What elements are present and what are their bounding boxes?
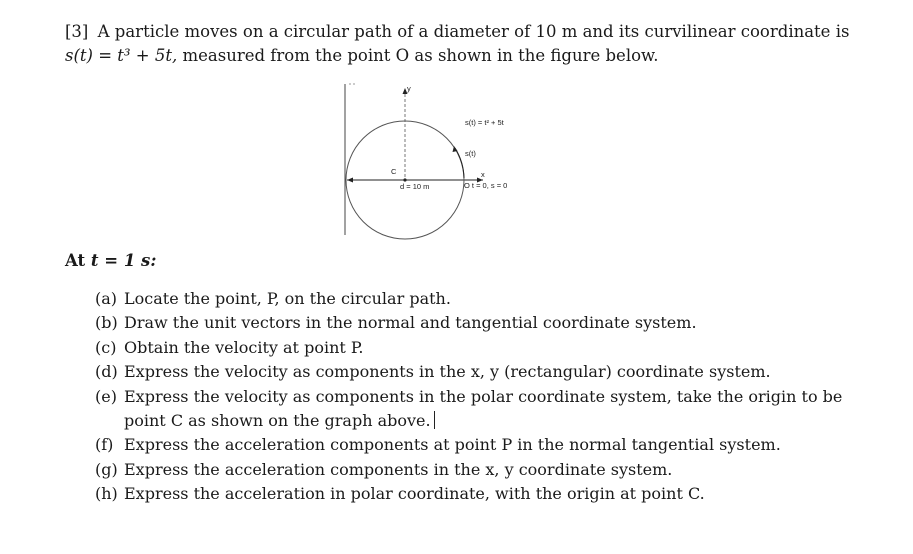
task-item [95, 482, 885, 506]
x-axis-left-arrow [347, 178, 353, 183]
curvilinear-equation: s(t) = t³ + 5t, [65, 46, 178, 65]
task-text: Express the velocity as components in the x, y (rectangular) coordinate system. [124, 362, 771, 382]
problem-statement [65, 20, 895, 68]
text-cursor[interactable] [434, 411, 435, 429]
origin-label: O t = 0, s = 0 [464, 181, 508, 190]
task-tag: (b) [95, 313, 118, 333]
task-tag: (f) [95, 435, 114, 455]
task-item [95, 385, 885, 434]
s-label: s(t) [465, 149, 476, 158]
task-text: Obtain the velocity at point P. [124, 337, 364, 357]
problem-line-1: A particle moves on a circular path of a diameter of 10 m and its curvilinear coordinate is [97, 22, 850, 41]
task-text: Express the acceleration components in the x, y coordinate system. [124, 459, 673, 479]
circular-path-figure [335, 80, 550, 240]
task-list [95, 287, 885, 507]
task-tag: (h) [95, 484, 118, 504]
y-axis-label: y [407, 84, 411, 93]
problem-line-2: measured from the point O as shown in the figure below. [177, 46, 659, 65]
task-text: Express the velocity as components in the polar coordinate system, take the origin to be point C as shown on the graph above. [124, 386, 843, 431]
task-tag: (c) [95, 337, 117, 357]
diameter-label: d = 10 m [400, 182, 430, 191]
time-condition-value: t = 1 s: [90, 251, 157, 270]
task-item [95, 311, 885, 335]
problem-number: [3] [65, 22, 89, 41]
figure-svg [335, 80, 550, 240]
task-tag: (e) [95, 386, 117, 406]
task-text: Draw the unit vectors in the normal and tangential coordinate system. [124, 313, 697, 333]
task-item [95, 360, 885, 384]
arc-length-arrow [455, 148, 464, 178]
task-text: Locate the point, P, on the circular path. [124, 289, 451, 308]
task-tag: (d) [95, 362, 118, 382]
s-equation-label: s(t) = t² + 5t [465, 118, 504, 127]
task-text: Express the acceleration in polar coordinate, with the origin at point C. [124, 484, 705, 504]
task-item [95, 433, 885, 457]
task-item [95, 336, 885, 360]
task-text: Express the acceleration components at point P in the normal tangential system. [124, 435, 781, 455]
task-tag: (a) [95, 289, 118, 308]
time-condition [65, 251, 156, 270]
task-item [95, 287, 885, 311]
task-item [95, 458, 885, 482]
center-label: C [391, 167, 397, 176]
time-condition-prefix: At [65, 251, 91, 270]
x-axis-label: x [481, 170, 485, 179]
task-tag: (g) [95, 459, 118, 479]
